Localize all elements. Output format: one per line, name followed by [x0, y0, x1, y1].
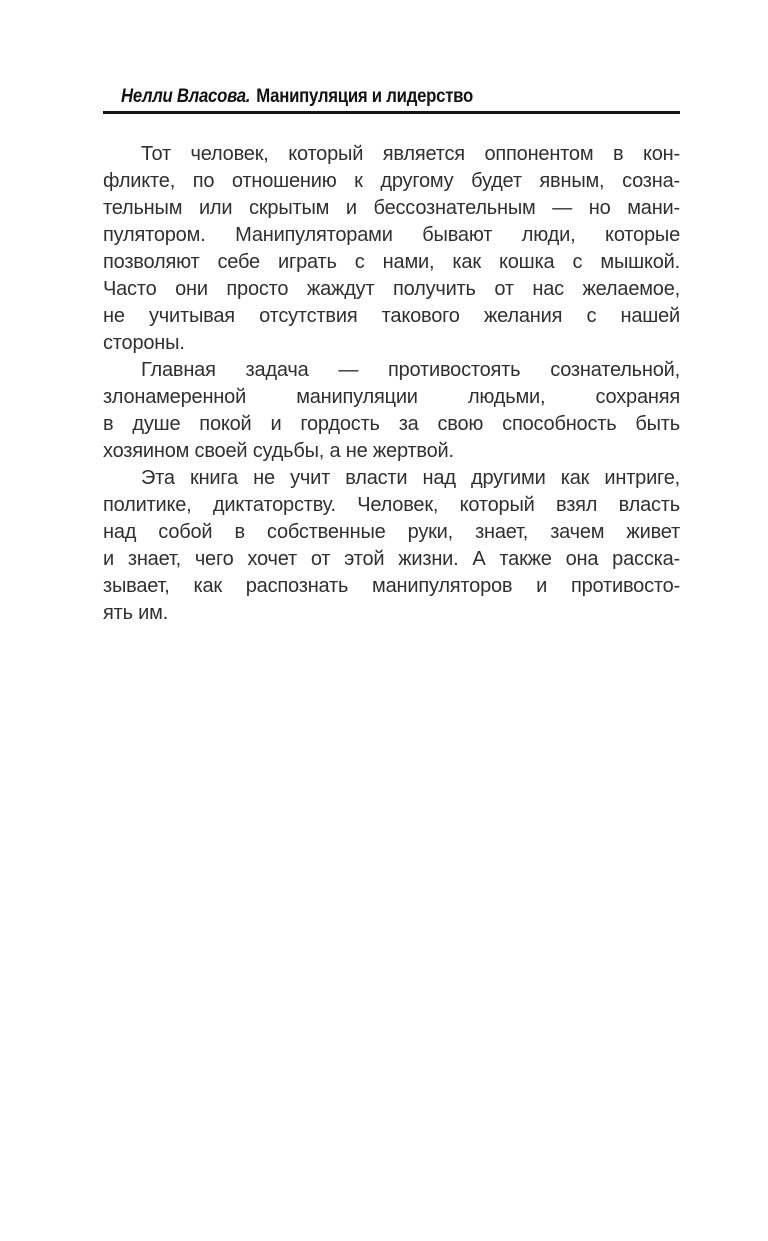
header-rule — [103, 111, 680, 114]
running-header — [103, 85, 599, 107]
text-line: стороны. — [103, 332, 185, 354]
running-header-book-title: Манипуляция и лидерство — [256, 85, 473, 107]
text-line: политике, диктаторству. Человек, который взял власть — [103, 494, 680, 516]
text-line: фликте, по отношению к другому будет явным, созна- — [103, 170, 680, 192]
text-line: Главная задача — противостоять сознательной, — [141, 359, 680, 381]
running-header-author: Нелли Власова. — [121, 85, 251, 107]
text-line: злонамеренной манипуляции людьми, сохраняя — [103, 386, 680, 408]
text-line: Часто они просто жаждут получить от нас желаемое, — [103, 278, 680, 300]
text-line: Эта книга не учит власти над другими как интриге, — [141, 467, 680, 489]
text-line: зывает, как распознать манипуляторов и противосто- — [103, 575, 680, 597]
text-line: и знает, чего хочет от этой жизни. А также она расска- — [103, 548, 680, 570]
page-content — [103, 85, 680, 627]
text-line: в душе покой и гордость за свою способность быть — [103, 413, 680, 435]
text-line: позволяют себе играть с нами, как кошка с мышкой. — [103, 251, 680, 273]
text-line: над собой в собственные руки, знает, зачем живет — [103, 521, 680, 543]
text-line: хозяином своей судьбы, а не жертвой. — [103, 440, 454, 462]
text-line: не учитывая отсутствия такового желания с нашей — [103, 305, 680, 327]
text-line: тельным или скрытым и бессознательным — но мани- — [103, 197, 680, 219]
text-line: ять им. — [103, 602, 169, 624]
body-text — [103, 141, 680, 627]
text-line: пулятором. Манипуляторами бывают люди, которые — [103, 224, 680, 246]
text-line: Тот человек, который является оппонентом в кон- — [141, 143, 680, 165]
